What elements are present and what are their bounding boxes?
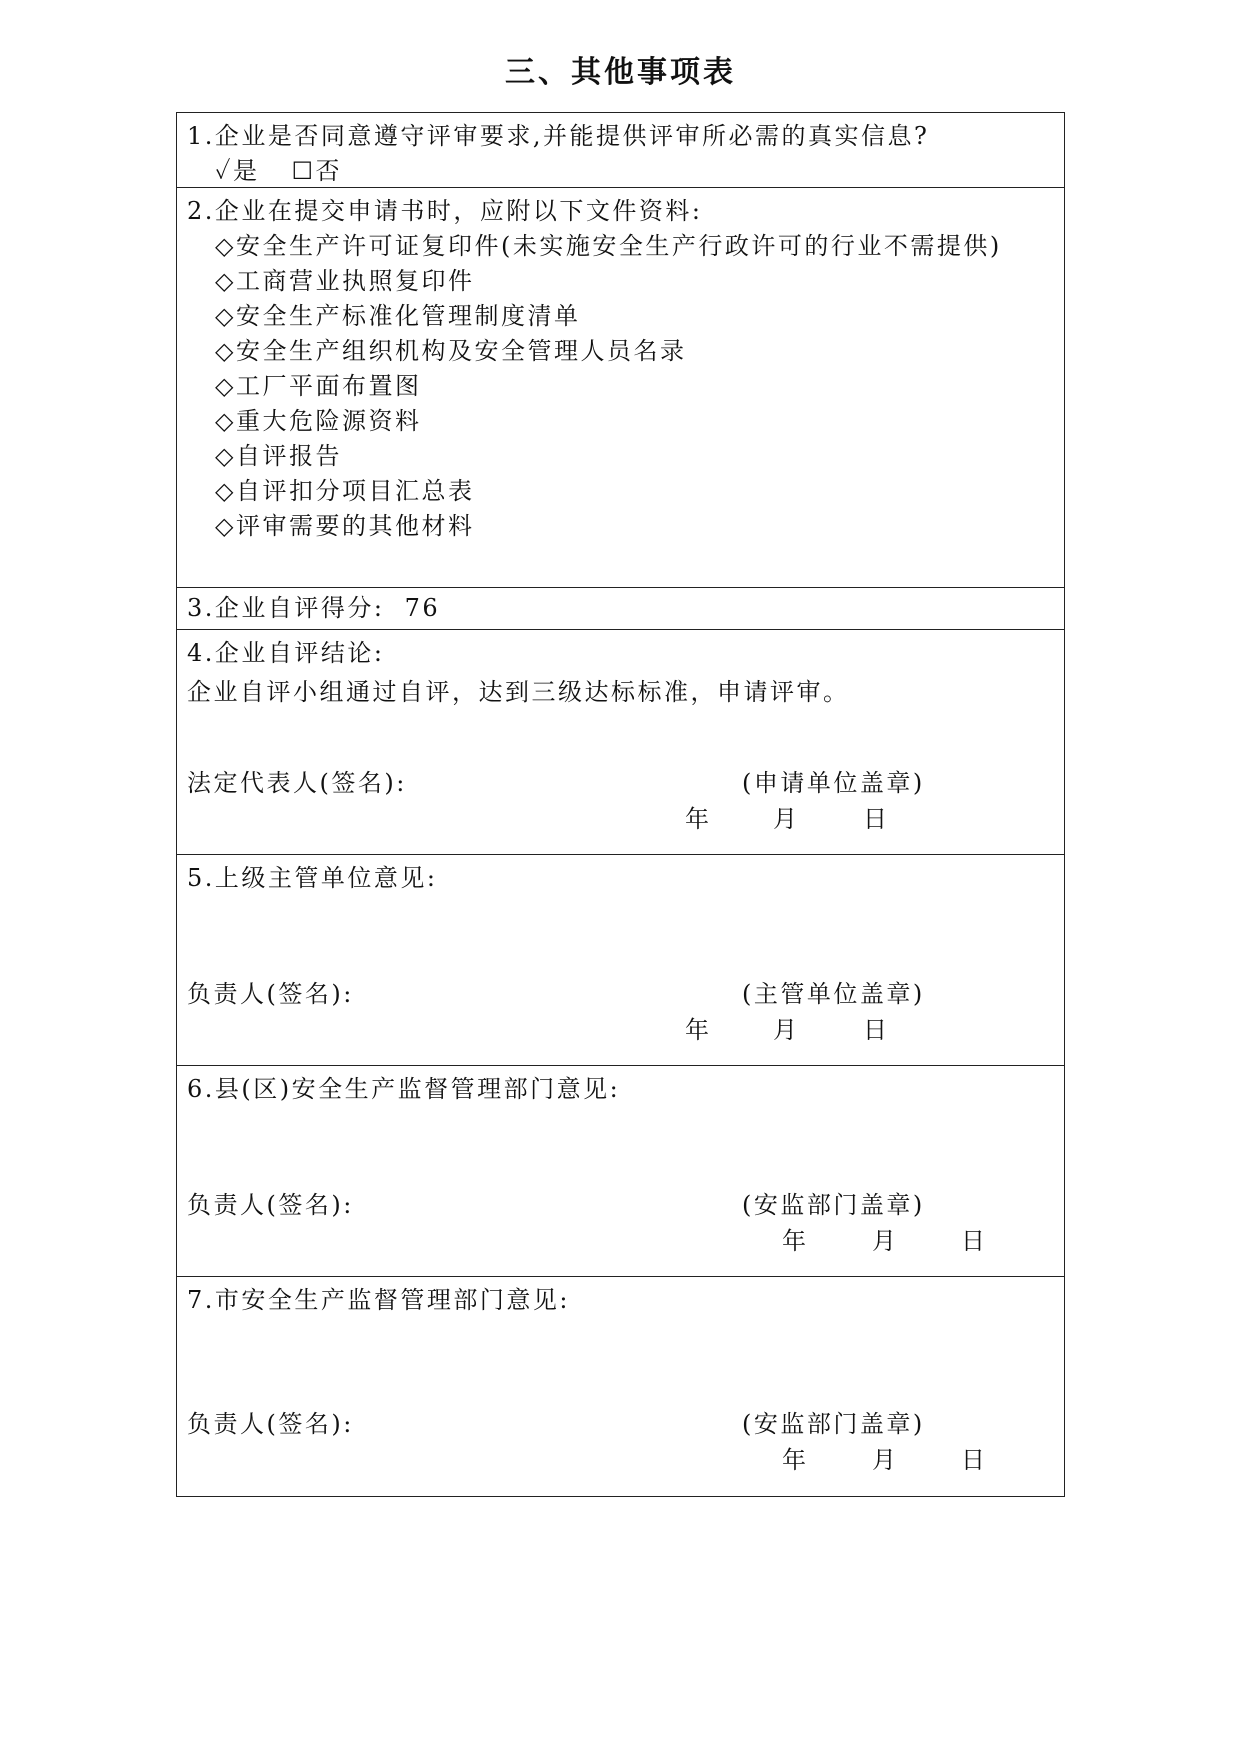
date-day: 日: [961, 1446, 988, 1474]
doc-item-plant-layout: ◇工厂平面布置图: [215, 372, 422, 400]
item5-row: [177, 854, 1064, 1065]
date-year: 年: [782, 1227, 809, 1255]
county-seal-label: (安监部门盖章): [742, 1191, 925, 1219]
self-score-label: 3.企业自评得分:: [187, 594, 385, 622]
no-checkbox-icon[interactable]: ☐: [291, 157, 316, 185]
applicant-seal-label: (申请单位盖章): [742, 769, 925, 797]
doc-item-rules-list: ◇安全生产标准化管理制度清单: [215, 302, 581, 330]
date-year: 年: [685, 1016, 712, 1044]
item4-row: [177, 629, 1064, 854]
supervisor-signature-label: 负责人(签名):: [187, 980, 354, 1008]
item6-row: [177, 1065, 1064, 1276]
date-month: 月: [773, 1016, 800, 1044]
self-conclusion-text: 企业自评小组通过自评，达到三级达标标准，申请评审。: [187, 678, 850, 706]
date-month: 月: [872, 1446, 899, 1474]
item7-heading: 7.市安全生产监督管理部门意见:: [187, 1286, 570, 1314]
date-month: 月: [773, 805, 800, 833]
yes-checkmark-icon[interactable]: ✓: [215, 157, 233, 185]
doc-item-business-license: ◇工商营业执照复印件: [215, 267, 475, 295]
doc-item-other-materials: ◇评审需要的其他材料: [215, 512, 475, 540]
date-month: 月: [872, 1227, 899, 1255]
city-seal-label: (安监部门盖章): [742, 1410, 925, 1438]
date-day: 日: [961, 1227, 988, 1255]
doc-item-deduction-summary: ◇自评扣分项目汇总表: [215, 477, 475, 505]
item2-heading: 2.企业在提交申请书时，应附以下文件资料:: [187, 197, 703, 225]
county-signature-label: 负责人(签名):: [187, 1191, 354, 1219]
doc-item-hazard-source: ◇重大危险源资料: [215, 407, 422, 435]
item2-row: [177, 187, 1064, 587]
supervisor-seal-label: (主管单位盖章): [742, 980, 925, 1008]
date-year: 年: [685, 805, 712, 833]
page-title: 三、其他事项表: [505, 55, 736, 90]
date-year: 年: [782, 1446, 809, 1474]
other-matters-table: [176, 112, 1065, 1497]
doc-item-self-report: ◇自评报告: [215, 442, 342, 470]
item1-question: 1.企业是否同意遵守评审要求,并能提供评审所必需的真实信息?: [187, 122, 930, 150]
item1-options: [187, 154, 1054, 189]
date-day: 日: [863, 805, 890, 833]
doc-item-organization: ◇安全生产组织机构及安全管理人员名录: [215, 337, 687, 365]
date-day: 日: [863, 1016, 890, 1044]
yes-option-label: 是: [232, 157, 260, 185]
self-score-value: 76: [404, 594, 441, 622]
item6-heading: 6.县(区)安全生产监督管理部门意见:: [187, 1075, 621, 1103]
city-signature-label: 负责人(签名):: [187, 1410, 354, 1438]
item7-row: [177, 1276, 1064, 1496]
item1-row: [177, 113, 1064, 187]
no-option-label: 否: [315, 157, 342, 185]
item4-heading: 4.企业自评结论:: [187, 639, 385, 667]
item5-heading: 5.上级主管单位意见:: [187, 864, 438, 892]
legal-rep-signature-label: 法定代表人(签名):: [187, 769, 407, 797]
doc-item-license: ◇安全生产许可证复印件(未实施安全生产行政许可的行业不需提供): [215, 232, 1002, 260]
item3-row: [177, 587, 1064, 629]
